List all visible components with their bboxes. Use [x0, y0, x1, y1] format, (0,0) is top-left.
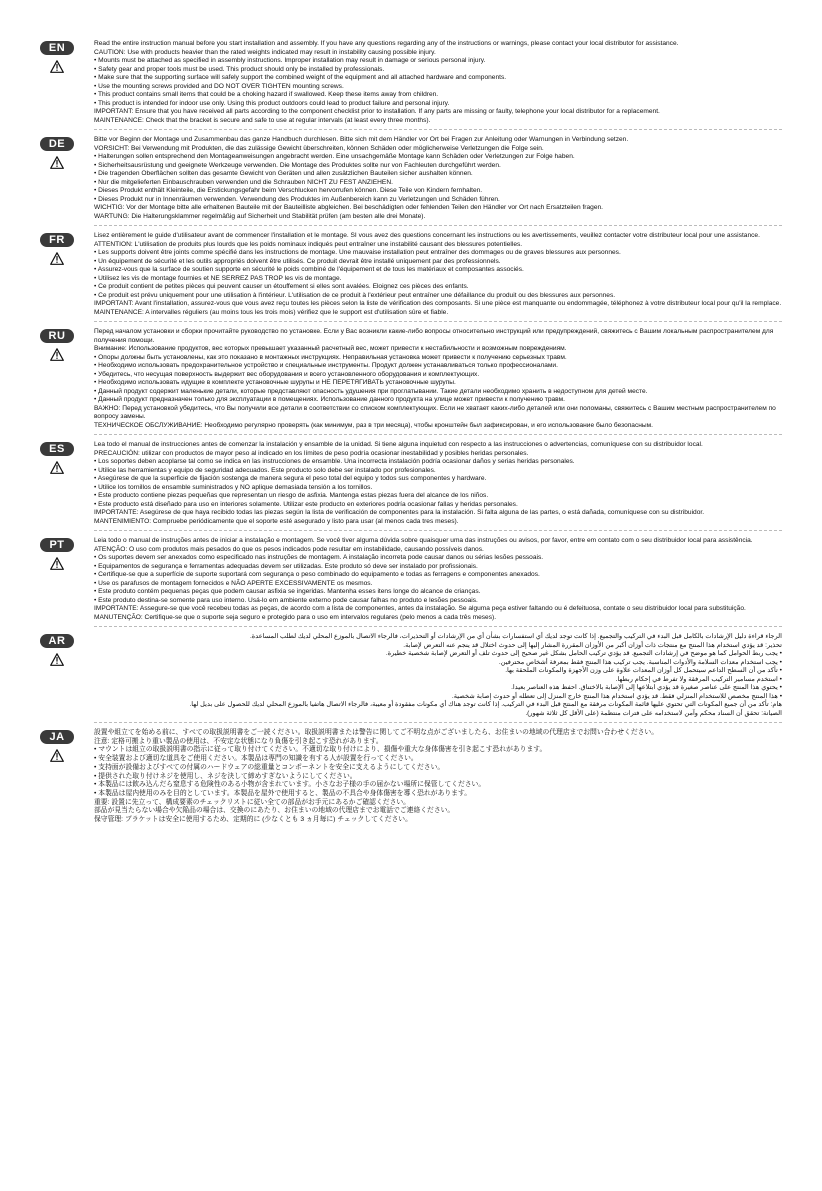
- section-ru: [40, 328, 782, 435]
- text-line: • Mounts must be attached as specified in assembly instructions. Improper installation may result in damage or serious personal injury.: [94, 57, 486, 64]
- text-line: هام: تأكد من أن جميع المكونات التي تحتوي عليها قائمة المكونات مرفقة مع المنتج قبل البدء في التركيب. إذا كانت توجد هناك أي مكونات مفقودة أو معيبة، فالرجاء الاتصال هاتفيا بالموزع المحلي لديك للحصول على بديل لها.: [189, 701, 782, 708]
- text-line: • Este producto está diseñado para uso en interiores solamente. Utilizar este producto en exteriores podría ocasionar fallas y heridas personales.: [94, 500, 518, 508]
- text-line: • Safety gear and proper tools must be used. This product should only be installed by professionals.: [94, 65, 385, 73]
- text-line: 注意: 定格可搬より重い製品の使用は、不安定な状態になり負傷を引き起こす恐れがあります。: [94, 737, 383, 745]
- warning-triangle-icon: [50, 60, 64, 73]
- text-line: • This product is intended for indoor use only. Using this product outdoors could lead to product failure and personal injury.: [94, 99, 450, 107]
- text-line: Внимание: Использование продуктов, вес которых превышает указанный расчетный вес, может привести к нестабильности и возможным повреждениям.: [94, 345, 567, 352]
- text-line: الصيانة: تحقق أن السناد محكم وآمن لاستخدامه على فترات منتظمة (على الأقل كل ثلاثة شهور).: [525, 709, 782, 717]
- text-line: • Este producto contiene piezas pequeñas que representan un riesgo de asfixia. Mantenga estas piezas fuera del alcance de los niños.: [94, 492, 489, 499]
- text-line: • Halterungen sollen entsprechend den Montageanweisungen angebracht werden. Eine unsachgemäße Montage kann Schäden oder Verletzungen zur Folge haben.: [94, 153, 575, 160]
- section-divider: [94, 626, 782, 627]
- warning-triangle-icon: [50, 252, 64, 265]
- section-text: [94, 40, 782, 125]
- text-line: • يجب استخدام معدات السلامة والأدوات المناسبة. يجب تركيب هذا المنتج فقط بمعرفة أشخاص محترفين.: [498, 658, 782, 666]
- text-line: • Certifique-se que a superfície de suporte suportará com segurança o peso combinado do equipamento e todas as ferragens e componentes anexados.: [94, 571, 540, 578]
- text-line: • Use the mounting screws provided and DO NOT OVER TIGHTEN mounting screws.: [94, 82, 344, 90]
- section-text: [94, 136, 782, 221]
- text-line: • Utilice los tornillos de ensamble suministrados y NO aplique demasiada tensión a los tornillos.: [94, 483, 373, 491]
- text-line: • هذا المنتج مخصص للاستخدام المنزلي فقط. قد يؤدي استخدام هذا المنتج خارج المنزل إلى تعطله أو حدوث إصابة شخصية.: [451, 692, 782, 700]
- text-line: PRECAUCIÓN: utilizar con productos de mayor peso al indicado en los límites de peso podría ocasionar inestabilidad y posibles heridas personales.: [94, 449, 529, 457]
- warning-triangle-icon: [50, 653, 64, 666]
- section-divider: [94, 321, 782, 322]
- text-line: • Опоры должны быть установлены, как это показано в монтажных инструкциях. Неправильная установка может привести к получению серьезных травм.: [94, 353, 567, 361]
- text-line: • Este produto destina-se somente para uso interno. Usá-lo em ambiente externo pode causar falhas no produto e lesões pessoais.: [94, 596, 478, 604]
- text-line: • Die tragenden Oberflächen sollten das gesamte Gewicht von Geräten und allen zusätzlichen Bauteilen sicher aushalten können.: [94, 170, 473, 177]
- text-line: CAUTION: Use with products heavier than the rated weights indicated may result in instability causing possible injury.: [94, 48, 436, 56]
- text-line: • Este produto contém pequenas peças que podem causar asfixia se ingeridas. Mantenha esses itens longe do alcance de crianças.: [94, 588, 481, 595]
- text-line: • Un équipement de sécurité et les outils appropriés doivent être utilisés. Ce produit devrait être installé uniquement par des professionnels.: [94, 257, 501, 265]
- text-line: • 本製品には飲み込んだら窒息する危険性のある小物が含まれています。小さなお子様の手の届かない場所に保管してください。: [94, 781, 486, 789]
- text-line: 重要: 設置に先立って、構成要素のチェックリストに従い全ての部品がお手元にあるかご確認ください。: [94, 798, 410, 806]
- warning-triangle-icon: [50, 348, 64, 361]
- text-line: MAINTENANCE: A intervalles réguliers (au moins tous les trois mois) vérifiez que le support est d'utilisation sûre et fiable.: [94, 308, 449, 316]
- text-line: 設置や組立てを始める前に、すべての取扱説明書をご一読ください。取扱説明書または警告に関してご不明な点がございましたら、お住まいの地域の代理店までお問い合わせください。: [94, 729, 659, 736]
- text-line: Lisez entièrement le guide d'utilisateur avant de commencer l'installation et le montage. SI vous avez des questions concernant les instructions ou les avertissements, veuillez contacter votre distributeur local pour une assistance.: [94, 232, 760, 239]
- warning-triangle-icon: [50, 461, 64, 474]
- text-line: ATENÇÃO: O uso com produtos mais pesados do que os pesos indicados pode resultar em instabilidade, causando possíveis danos.: [94, 545, 484, 553]
- language-badge: JA: [40, 730, 74, 744]
- text-line: Lea todo el manual de instrucciones antes de comenzar la instalación y ensamble de la unidad. Si tiene alguna inquietud con respecto a las instrucciones o advertencias, comuníquese con su distribuidor local.: [94, 441, 703, 448]
- text-line: • Убедитесь, что несущая поверхность выдержит вес оборудования и всего установленного оборудования и комплектующих.: [94, 370, 480, 378]
- section-divider: [94, 129, 782, 130]
- section-text: [94, 232, 782, 317]
- text-line: ВАЖНО: Перед установкой убедитесь, что Вы получили все детали в соответствии со списком комплектующих. Если не хватает каких-либо деталей или они поломаны, свяжитесь с Вашим местным распространителем по вопросу замены.: [94, 404, 776, 420]
- text-line: • 安全装置および適切な道具をご使用ください。本製品は専門の知識を有する人が設置を行ってください。: [94, 755, 418, 763]
- text-line: • Utilice las herramientas y equipo de seguridad adecuados. Este producto solo debe ser instalado por profesionales.: [94, 466, 436, 474]
- warning-triangle-icon: [50, 156, 64, 169]
- text-line: • Dieses Produkt enthält Kleinteile, die Erstickungsgefahr beim Verschlucken hervorrufen können. Diese Teile von Kindern fernhalten.: [94, 187, 483, 194]
- text-line: ТЕХНИЧЕСКОЕ ОБСЛУЖИВАНИЕ: Необходимо регулярно проверять (как минимум, раз в три месяца), чтобы кронштейн был зафиксирован, и его использование было безопасным.: [94, 421, 654, 429]
- section-text: [94, 537, 782, 622]
- language-badge: ES: [40, 442, 74, 456]
- language-badge: DE: [40, 137, 74, 151]
- text-line: Перед началом установки и сборки прочитайте руководство по установке. Если у Вас возникли какие-либо вопросы относительно инструкций или предупреждений, свяжитесь с Вашим локальным распространителем для получения помощи.: [94, 328, 774, 344]
- text-line: • Equipamentos de segurança e ferramentas adequadas devem ser utilizadas. Este produto só deve ser instalado por profissionais.: [94, 562, 478, 570]
- text-line: • استخدم مسامير التركيب المرفقة ولا تفرط في إحكام ربطها.: [615, 675, 782, 683]
- text-line: MANTENIMIENTO: Compruebe periódicamente que el soporte esté asegurado y listo para usar (al menos cada tres meses).: [94, 517, 459, 525]
- text-line: Leia todo o manual de instruções antes de iniciar a instalação e montagem. Se você tiver alguma dúvida sobre quaisquer uma das instruções ou avisos, por favor, entre em contato com o seu distribuidor local para assistência.: [94, 537, 753, 544]
- text-line: Read the entire instruction manual before you start installation and assembly. If you have any questions regarding any of the instructions or warnings, please contact your local distributor for assistance.: [94, 40, 679, 47]
- section-text: [94, 729, 782, 825]
- section-divider: [94, 434, 782, 435]
- text-line: • 本製品は屋内使用のみを目的としています。本製品を屋外で使用すると、製品の不具合や身体傷害を導く恐れがあります。: [94, 789, 472, 797]
- language-badge: EN: [40, 41, 74, 55]
- section-text: [94, 633, 782, 718]
- text-line: • Необходимо использовать предохранительное устройство и специальные инструменты. Продукт должен устанавливаться только профессионалами.: [94, 362, 558, 369]
- text-line: الرجاء قراءة دليل الإرشادات بالكامل قبل البدء في التركيب والتجميع. إذا كانت توجد لديك أي استفسارات بشأن أي من الإرشادات أو التحذيرات، فالرجاء الاتصال بالموزع المحلي لديك لطلب المساعدة.: [249, 633, 782, 640]
- section-text: [94, 328, 782, 430]
- warning-triangle-icon: [50, 557, 64, 570]
- text-line: • Make sure that the supporting surface will safely support the combined weight of the equipment and all attached hardware and components.: [94, 74, 507, 81]
- text-line: • Ce produit est prévu uniquement pour une utilisation à l'intérieur. L'utilisation de ce produit à l'extérieur peut entraîner une défaillance du produit ou des blessures aux personnes.: [94, 291, 616, 299]
- section-divider: [94, 225, 782, 226]
- text-line: • Les supports doivent être joints comme spécifié dans les instructions de montage. Une mauvaise installation peut entraîner des dommages ou de graves blessures aux personnes.: [94, 249, 621, 256]
- text-line: • Use os parafusos de montagem fornecidos e NÃO APERTE EXCESSIVAMENTE os mesmos.: [94, 579, 373, 587]
- section-pt: [40, 537, 782, 627]
- section-en: [40, 40, 782, 130]
- text-line: • يجب ربط الحوامل كما هو موضح في إرشادات التجميع. قد يؤدي تركيب الحامل بشكل غير صحيح إلى حدوث تلف أو التعرض لإصابة شخصية خطيرة.: [385, 650, 782, 657]
- section-fr: [40, 232, 782, 322]
- section-es: [40, 441, 782, 531]
- text-line: • Nur die mitgelieferten Einbauschrauben verwenden und die Schrauben NICHT ZU FEST ANZIEHEN.: [94, 178, 393, 186]
- text-line: IMPORTANT: Avant l'installation, assurez-vous que vous avez reçu toutes les pièces selon la liste de vérification des composants. Si une pièce est manquante ou endommagée, téléphonez à votre distributeur local pour qu'il la remplace.: [94, 300, 782, 307]
- text-line: • Dieses Produkt nur in Innenräumen verwenden. Verwendung des Produktes im Außenbereich kann zu Verletzungen und Schäden führen.: [94, 195, 500, 203]
- section-divider: [94, 530, 782, 531]
- section-text: [94, 441, 782, 526]
- text-line: • Ce produit contient de petites pièces qui peuvent causer un étouffement si elles sont avalées. Eloignez ces pièces des enfants.: [94, 283, 469, 290]
- section-divider: [94, 722, 782, 723]
- text-line: • Asegúrese de que la superficie de fijación sostenga de manera segura el peso total del equipo y todos sus componentes y hardware.: [94, 475, 487, 482]
- language-badge: FR: [40, 233, 74, 247]
- text-line: • マウントは組立の取扱説明書の指示に従って取り付けてください。不適切な取り付けにより、損傷や重大な身体傷害を引き起こす恐れがあります。: [94, 746, 547, 754]
- text-line: • Assurez-vous que la surface de soutien supporte en sécurité le poids combiné de l'équipement et de tous les matériaux et composantes associés.: [94, 266, 524, 273]
- text-line: ATTENTION: L'utilisation de produits plus lourds que les poids nominaux indiqués peut entraîner une instabilité causant des blessures potentielles.: [94, 240, 523, 248]
- text-line: • Utilisez les vis de montage fournies et NE SERREZ PAS TROP les vis de montage.: [94, 274, 342, 282]
- text-line: • Данный продукт предназначен только для эксплуатации в помещениях. Использование данного продукта на улице может привести к получению травм.: [94, 396, 565, 403]
- text-line: تحذير: قد يؤدي استخدام هذا المنتج مع منتجات ذات أوزان أكبر من الأوزان المقررة المشار إليها إلى حدوث اختلال قد ينجم عنه التعرض لإصابة.: [403, 641, 782, 649]
- text-line: WICHTIG: Vor der Montage bitte alle erhaltenen Bauteile mit der Bauteilliste abgleichen. Bei beschädigten oder fehlenden Teilen den Händler vor Ort nach Ersatzteilen fragen.: [94, 204, 603, 211]
- text-line: 保守管理: ブラケットは安全に使用するため、定期的に (少なくとも 3 ヵ月毎に) チェックしてください。: [94, 816, 412, 824]
- text-line: • Необходимо использовать идущие в комплекте установочные шурупы и НЕ ПЕРЕТЯГИВАТЬ установочные шурупы.: [94, 379, 456, 386]
- language-badge: PT: [40, 538, 74, 552]
- text-line: • Sicherheitsausrüstung und geeignete Werkzeuge verwenden. Die Montage des Produktes sollte nur von Fachleuten durchgeführt werden.: [94, 161, 501, 169]
- text-line: • Os suportes devem ser anexados como especificado nas instruções de montagem. A instalação incorreta pode causar danos ou sérias lesões pessoais.: [94, 554, 544, 561]
- text-line: IMPORTANT: Ensure that you have received all parts according to the component checklist prior to installation. If any parts are missing or faulty, telephone your local distributor for a replacement.: [94, 108, 660, 115]
- section-ar: [40, 633, 782, 723]
- text-line: • تأكد من أن السطح الداعم سيتحمل كل أوزان المعدات علاوة على وزن الأجهزة والمكونات الملحقة بها.: [505, 667, 782, 674]
- text-line: IMPORTANTE: Asegúrese de que haya recibido todas las piezas según la lista de verificación de componentes para la instalación. Si falta alguna de las partes, o está dañada, comuníquese con su distribuidor.: [94, 509, 705, 516]
- text-line: VORSICHT: Bei Verwendung mit Produkten, die das zulässige Gewicht überschreiten, können Schäden oder möglicherweise Verletzungen die Folge sein.: [94, 144, 544, 152]
- text-line: MANUTENÇÃO: Certifique-se que o suporte seja seguro e protegido para o uso em intervalos regulares (pelo menos a cada três meses).: [94, 613, 497, 621]
- text-line: • Данный продукт содержит маленькие детали, которые представляют опасность удушения при проглатывании. Такие детали необходимо хранить в недоступном для детей месте.: [94, 387, 648, 395]
- text-line: • This product contains small items that could be a choking hazard if swallowed. Keep these items away from children.: [94, 91, 439, 98]
- section-de: [40, 136, 782, 226]
- text-line: • 支持面が設備およびすべての付属のハードウェアの総重量とコンポーネントを安全に支えるようにしてください。: [94, 763, 445, 771]
- text-line: MAINTENANCE: Check that the bracket is secure and safe to use at regular intervals (at least every three months).: [94, 116, 431, 124]
- language-badge: AR: [40, 634, 74, 648]
- section-ja: [40, 729, 782, 825]
- language-badge: RU: [40, 329, 74, 343]
- text-line: • 提供された取り付けネジを使用し、ネジを決して締めすぎないようにしてください。: [94, 772, 357, 780]
- text-line: Bitte vor Beginn der Montage und Zusammenbau das ganze Handbuch durchlesen. Bitte sich mit dem Händler vor Ort bei Fragen zur Anleitung oder Warnungen in Verbindung setzen.: [94, 136, 629, 143]
- text-line: • يحتوي هذا المنتج على عناصر صغيرة قد يؤدي ابتلاعها إلى الإصابة بالاختناق. احفظ هذه العناصر بعيدا.: [511, 684, 782, 691]
- warning-triangle-icon: [50, 749, 64, 762]
- text-line: • Los soportes deben acoplarse tal como se indica en las instrucciones de ensamble. Una incorrecta instalación podría ocasionar daños y serias heridas personales.: [94, 458, 575, 465]
- text-line: IMPORTANTE: Assegure-se que você recebeu todas as peças, de acordo com a lista de componentes, antes da instalação. Se alguma peça estiver faltando ou é defeituosa, contate o seu distribuidor local para substituição.: [94, 605, 746, 612]
- text-line: WARTUNG: Die Halterungsklammer regelmäßig auf Sicherheit und Stabilität prüfen (am besten alle drei Monate).: [94, 212, 426, 220]
- text-line: 部品が見当たらない場合や欠陥品の場合は、交換のにあたり、お住まいの地域の代理店までお電話でご連絡ください。: [94, 807, 455, 815]
